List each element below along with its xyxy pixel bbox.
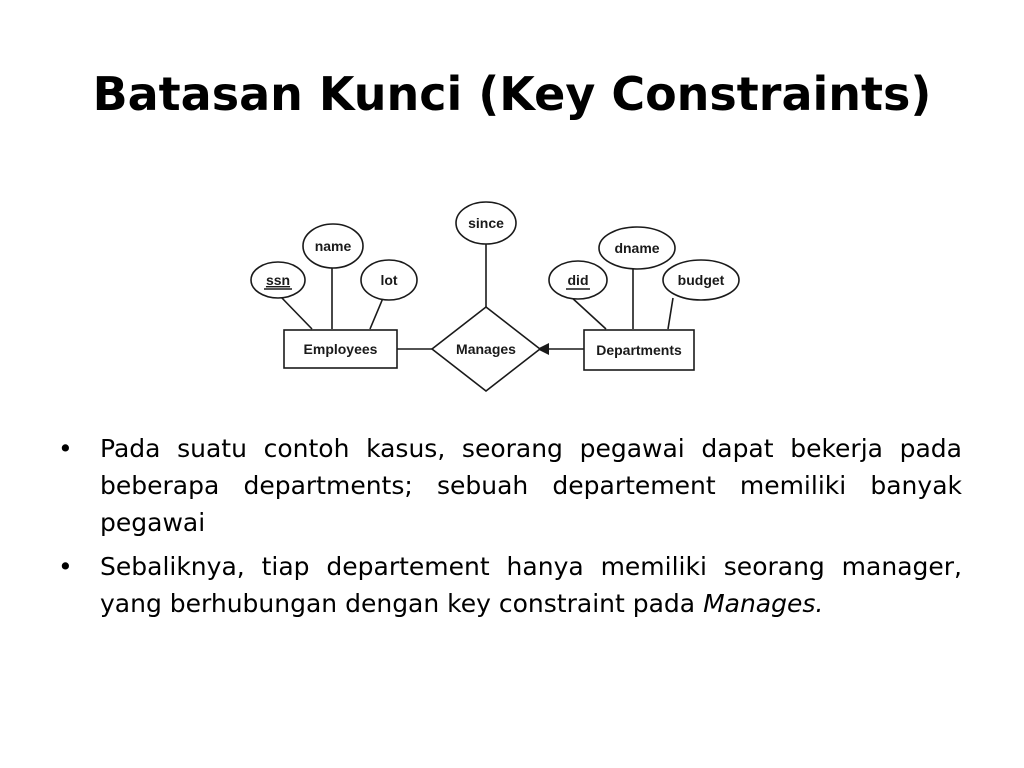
bullet-item bbox=[58, 430, 962, 541]
attribute-did-label: did bbox=[567, 272, 589, 288]
relationship-manages-label: Manages bbox=[456, 341, 516, 357]
entity-departments-label: Departments bbox=[596, 342, 682, 358]
bullet-emphasis: Manages. bbox=[703, 589, 824, 618]
attribute-since-label: since bbox=[468, 215, 504, 231]
attribute-lot-label: lot bbox=[380, 272, 398, 288]
attribute-name-label: name bbox=[314, 238, 352, 254]
bullet-list bbox=[58, 430, 962, 629]
bullet-marker: • bbox=[58, 552, 73, 581]
er-diagram bbox=[250, 196, 770, 392]
entity-employees-label: Employees bbox=[303, 341, 378, 357]
bullet-text: Pada suatu contoh kasus, seorang pegawai dapat bekerja pada beberapa departments; sebuah departement memiliki banyak pegawai bbox=[100, 434, 962, 537]
edge-did-departments bbox=[570, 296, 606, 329]
attribute-ssn-label: ssn bbox=[265, 272, 291, 288]
edge-ssn-employees bbox=[280, 296, 312, 329]
attribute-dname-label: dname bbox=[614, 240, 660, 256]
slide-title: Batasan Kunci (Key Constraints) bbox=[92, 67, 932, 121]
bullet-item bbox=[58, 548, 962, 622]
bullet-marker: • bbox=[58, 434, 73, 463]
edge-lot-employees bbox=[370, 298, 383, 329]
bullet-text: Sebaliknya, tiap departement hanya memiliki seorang manager, yang berhubungan dengan key constraint pada bbox=[100, 552, 962, 618]
attribute-budget-label: budget bbox=[677, 272, 725, 288]
edge-budget-departments bbox=[668, 298, 673, 329]
